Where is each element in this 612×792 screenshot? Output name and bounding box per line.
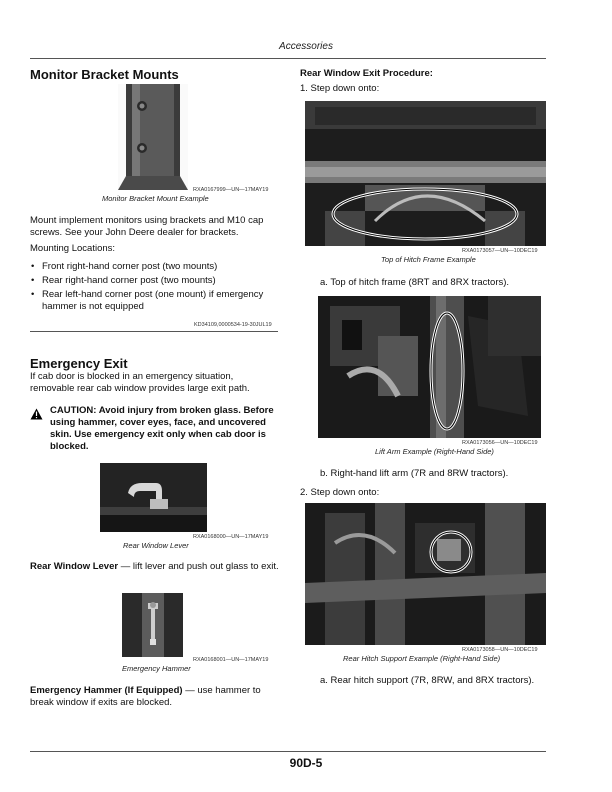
mounting-locations-list — [30, 261, 280, 315]
caution-text: CAUTION: Avoid injury from broken glass. Before using hammer, cover eyes, face, and uncovered skin. Use emergency exit only when cab door is blocked. — [50, 405, 274, 452]
rear-window-lever-figure — [100, 463, 207, 532]
emergency-body-text: If cab door is blocked in an emergency situation, removable rear cab window provides large exit path. — [30, 371, 250, 394]
item-a-hitch-frame: a. Top of hitch frame (8RT and 8RX tractors). — [320, 277, 510, 288]
fig2-caption: Lift Arm Example (Right-Hand Side) — [375, 447, 494, 456]
monitor-fig-caption: Monitor Bracket Mount Example — [102, 194, 209, 203]
item-a-rear-hitch-support: a. Rear hitch support (7R, 8RW, and 8RX tractors). — [320, 675, 535, 686]
fig1-caption: Top of Hitch Frame Example — [381, 255, 476, 264]
hammer-text: — use hammer to break window if exits are blocked. — [30, 685, 261, 708]
step-2: 2. Step down onto: — [300, 487, 380, 498]
emergency-hammer-figure — [122, 593, 183, 657]
monitor-bracket-title: Monitor Bracket Mounts — [30, 67, 179, 82]
list-item: • Front right-hand corner post (two mounts) — [30, 261, 280, 273]
procedure-title: Rear Window Exit Procedure: — [300, 68, 433, 79]
page-number: 90D-5 — [289, 756, 323, 770]
monitor-fig-code: RXA0167999—UN—17MAY19 — [193, 187, 269, 193]
lever-text: — lift lever and push out glass to exit. — [118, 561, 279, 572]
hammer-term: Emergency Hammer (If Equipped) — [30, 685, 183, 696]
monitor-body-text: Mount implement monitors using brackets and M10 cap screws. See your John Deere dealer for brackets. — [30, 215, 264, 238]
fig3-caption: Rear Hitch Support Example (Right-Hand Side) — [343, 654, 501, 663]
rear-hitch-support-figure — [305, 503, 546, 645]
lift-arm-figure — [318, 296, 541, 438]
fig3-code: RXA0173058—UN—10DEC19 — [462, 647, 538, 653]
emergency-hammer-illustration — [122, 593, 183, 657]
hitch-frame-illustration — [305, 101, 546, 246]
fig1-code: RXA0173057—UN—10DEC19 — [462, 248, 538, 254]
list-item: • Rear left-hand corner post (one mount) if emergency hammer is not equipped — [30, 289, 280, 313]
lever-instruction — [30, 561, 280, 573]
lever-term: Rear Window Lever — [30, 561, 119, 572]
hammer-fig-code: RXA0168001—UN—17MAY19 — [193, 657, 269, 663]
emergency-exit-title: Emergency Exit — [30, 356, 128, 371]
rear-window-lever-illustration — [100, 463, 207, 532]
item-b-lift-arm: b. Right-hand lift arm (7R and 8RW tractors). — [320, 468, 509, 479]
mounting-locations-label: Mounting Locations: — [30, 243, 116, 254]
hitch-frame-figure — [305, 101, 546, 246]
hammer-instruction — [30, 685, 280, 709]
hammer-fig-caption: Emergency Hammer — [122, 664, 191, 673]
monitor-bracket-illustration — [118, 84, 188, 190]
running-header: Accessories — [279, 41, 333, 52]
footer-rule — [30, 751, 546, 752]
rear-hitch-support-illustration — [305, 503, 546, 645]
warning-triangle-icon — [30, 407, 43, 419]
list-item: • Rear right-hand corner post (two mounts) — [30, 275, 280, 287]
monitor-bracket-figure — [118, 84, 188, 190]
lift-arm-illustration — [318, 296, 541, 438]
section-rule — [30, 331, 278, 332]
lever-fig-caption: Rear Window Lever — [123, 541, 189, 550]
monitor-doc-code: KD34109,0000534-19-30JUL19 — [194, 322, 272, 328]
lever-fig-code: RXA0168000—UN—17MAY19 — [193, 534, 269, 540]
step-1: 1. Step down onto: — [300, 83, 380, 94]
fig2-code: RXA0173056—UN—10DEC19 — [462, 440, 538, 446]
header-rule — [30, 58, 546, 59]
